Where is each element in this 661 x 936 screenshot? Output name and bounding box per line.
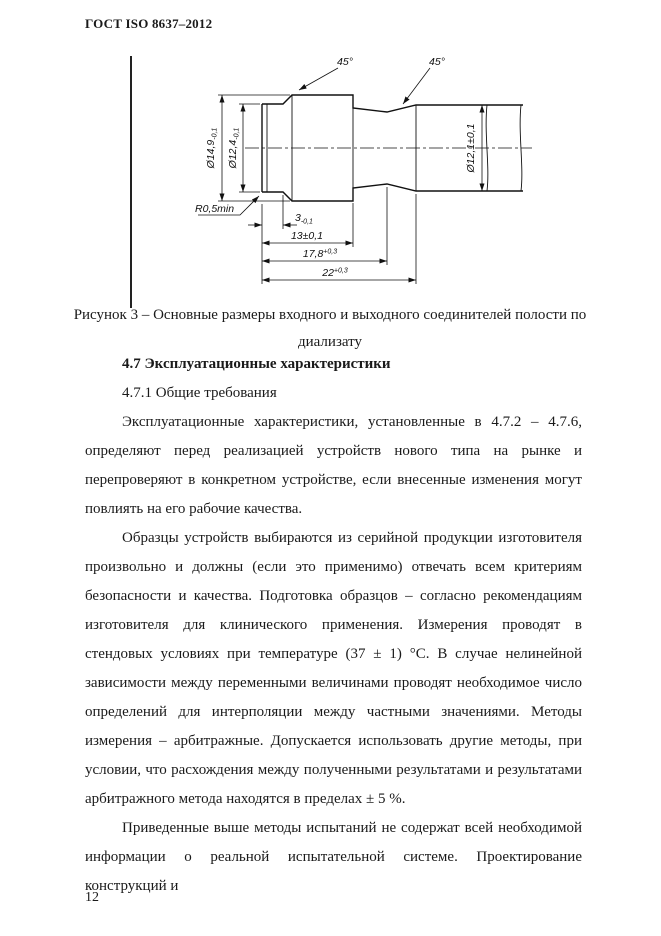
paragraph-2: Образцы устройств выбираются из серийной продукции изготовителя произвольно и должны (если это применимо) отвечать всем критериям безопасности и качества. Подготовка образцов – согласно рекомендациям изготовителя для клинического применения. Измерения проводят в стендовых условиях при температуре (37 ± 1) °С. В случае нелинейной зависимости между переменными величинами проводят необходимое число определений для интерполяции между частными значениями. Методы измерения – арбитражные. Допускается использовать другие методы, при условии, что расхождения между полученными результатами и результатами арбитражного метода находятся в пределах ± 5 %. [85, 530, 582, 807]
standard-header: ГОСТ ISO 8637–2012 [85, 16, 213, 31]
dim-label-radius: R0,5min [195, 203, 235, 215]
body-text [85, 350, 582, 901]
dim-label-len178: $17,8^{+0,3}$ [302, 248, 338, 260]
dimension-lines [198, 68, 482, 284]
figure-drawing [140, 48, 540, 306]
dim-label-len3: $3_{-0,1}$ [295, 212, 313, 226]
dim-label-angle-right: 45° [429, 56, 445, 68]
dim-label-angle-left: 45° [337, 56, 353, 68]
page-number: 12 [85, 890, 99, 905]
dim-label-dia-outer: $Ø14,9_{-0,1}$ [205, 127, 219, 169]
dim-label-len13: 13±0,1 [290, 230, 324, 242]
dim-label-dia-tube: Ø12,1±0,1 [465, 123, 477, 173]
section-heading: 4.7 Эксплуатационные характеристики [122, 356, 391, 372]
dim-label-dia-bore: $Ø12,4_{-0,1}$ [227, 127, 241, 169]
paragraph-3: Приведенные выше методы испытаний не содержат всей необходимой информации о реальной испытательной системе. Проектирование конструкций и [85, 820, 582, 894]
revision-bar [130, 56, 132, 308]
figure-caption: Рисунок 3 – Основные размеры входного и выходного соединителей полости по диализату [73, 307, 587, 350]
paragraph-1: Эксплуатационные характеристики, установленные в 4.7.2 – 4.7.6, определяют перед реализацией устройств нового типа на рынке и перепроверяют в конкретном устройстве, если внесенные изменения могут повлиять на его рабочие качества. [85, 414, 582, 517]
dim-label-len22: $22^{+0,3}$ [322, 267, 348, 279]
subsection-heading: 4.7.1 Общие требования [122, 385, 277, 401]
